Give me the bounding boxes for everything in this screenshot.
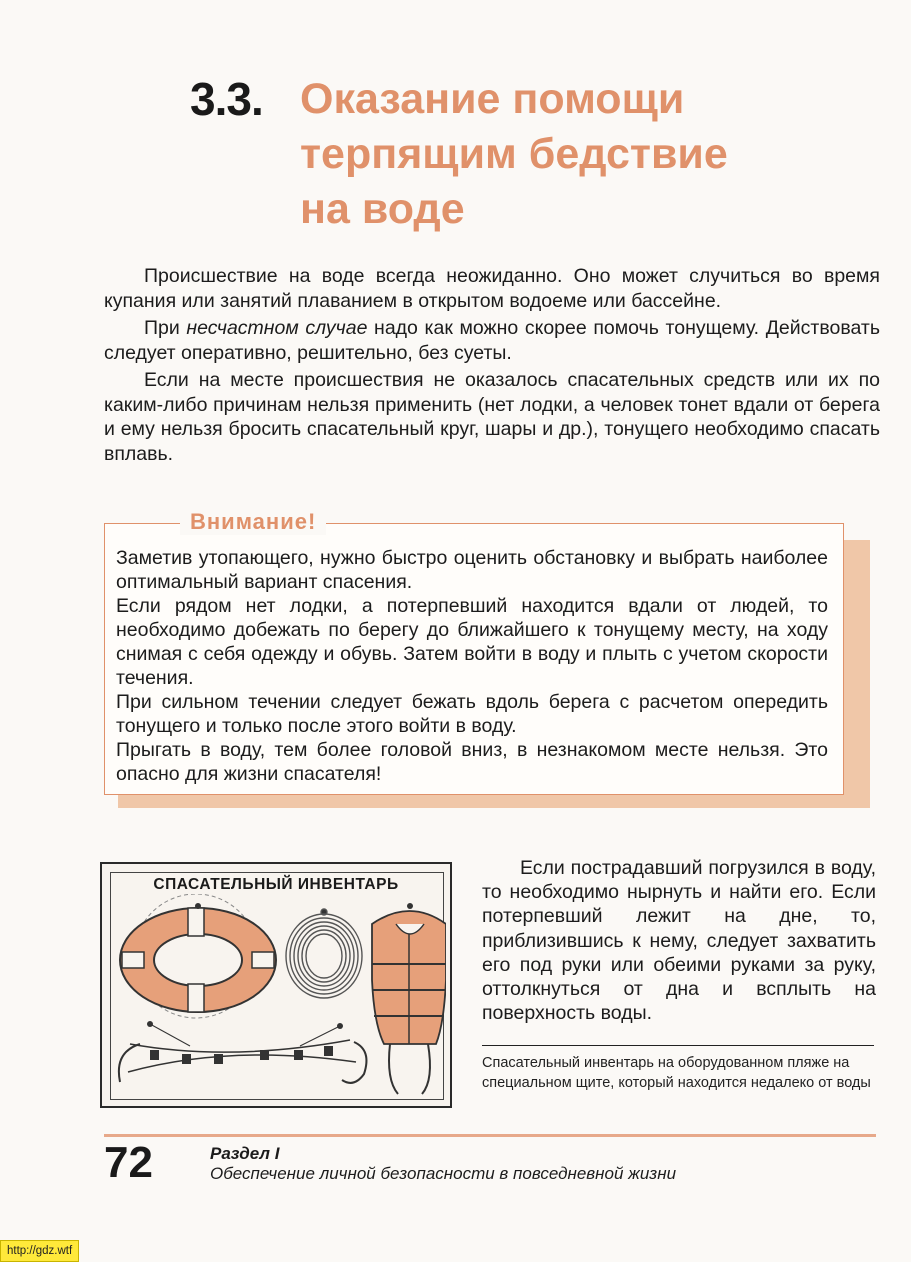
section-title-line: Оказание помощи [300,75,685,123]
paragraph-text: надо как можно скорее помочь тонущему. Действовать следует оперативно, решительно, без суеты. [104,317,880,364]
figure-caption: Спасательный инвентарь на оборудованном пляже на специальном щите, который находится недалеко от воды [482,1055,871,1091]
life-ring-icon [120,894,276,1018]
paragraph: Если пострадавший погрузился в воду, то необходимо нырнуть и найти его. Если потерпевший лежит на дне, то, приблизившись к нему, следует захватить его под руки или обеими руками за руку, оттолкнуться от дна и всплыть на поверхность воды. [482,857,876,1025]
footer-section-name: Обеспечение личной безопасности в повседневной жизни [210,1164,677,1183]
site-watermark-link[interactable]: http://gdz.wtf [0,1240,79,1262]
attention-paragraph: При сильном течении следует бежать вдоль берега с расчетом опередить тонущего и только после этого войти в воду. [116,691,828,737]
rescue-instructions [482,856,876,1025]
attention-text [116,546,828,786]
footer-divider [104,1134,876,1137]
rope-coil-icon [286,909,362,998]
section-title-line: на воде [300,185,465,233]
rescue-line-icon [119,1021,367,1083]
section-title [300,72,860,237]
emphasis-term: несчастном случае [186,317,368,339]
page-number: 72 [104,1138,153,1187]
paragraph [104,316,880,365]
caption-divider [482,1045,874,1046]
intro-text [104,264,880,466]
rescue-equipment-illustration [100,862,452,1108]
section-title-line: терпящим бедствие [300,130,728,178]
equipment-title: СПАСАТЕЛЬНЫЙ ИНВЕНТАРЬ [153,876,399,893]
paragraph-text: При [144,317,187,339]
equipment-drawing [110,894,446,1100]
attention-heading: Внимание! [180,509,326,535]
attention-paragraph: Если рядом нет лодки, а потерпевший находится вдали от людей, то необходимо добежать по берегу до ближайшего к тонущему месту, на ходу снимая с себя одежду и обувь. Затем войти в воду и плыть с учетом скорости течения. [116,595,828,689]
attention-paragraph: Прыгать в воду, тем более головой вниз, в незнакомом месте нельзя. Это опасно для жизни спасателя! [116,739,828,785]
attention-paragraph: Заметив утопающего, нужно быстро оценить обстановку и выбрать наиболее оптимальный вариант спасения. [116,547,828,593]
paragraph: Происшествие на воде всегда неожиданно. Оно может случиться во время купания или занятий плаванием в открытом водоеме или бассейне. [104,265,880,312]
footer-section-label: Раздел I [210,1144,280,1163]
section-number: 3.3. [190,73,263,125]
life-vest-icon [372,903,446,1094]
paragraph: Если на месте происшествия не оказалось спасательных средств или их по каким-либо причинам нельзя применить (нет лодки, а человек тонет вдали от берега и ему нельзя бросить спасательный круг, шары и др.), тонущего необходимо спасать вплавь. [104,369,880,465]
